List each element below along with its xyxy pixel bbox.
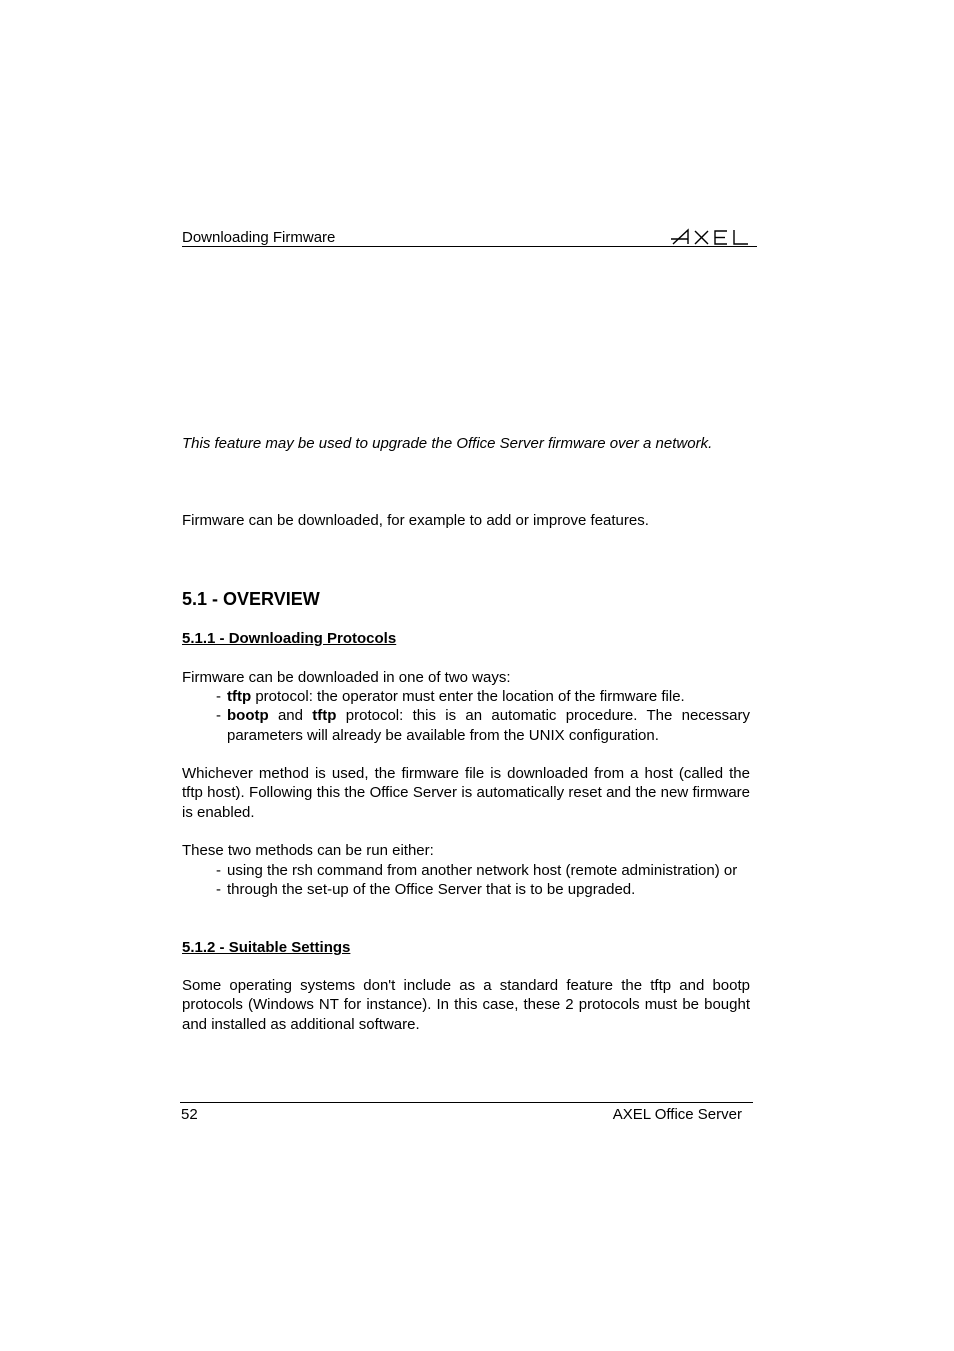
methods-lead: These two methods can be run either: <box>182 842 434 859</box>
list-item: - through the set-up of the Office Server that is to be upgraded. <box>216 881 636 899</box>
section-heading-5-1-2: 5.1.2 - Suitable Settings <box>182 939 351 956</box>
section-heading-5-1: 5.1 - OVERVIEW <box>182 589 320 609</box>
settings-paragraph: Some operating systems don't include as a standard feature the tftp and bootp protocols (Windows NT for instance). In this case, these 2 protocols must be bought and installed as additional software. <box>182 977 750 1033</box>
protocols-list <box>216 687 750 745</box>
intro-text: This feature may be used to upgrade the Office Server firmware over a network. <box>182 435 713 452</box>
page-footer <box>180 1102 753 1127</box>
list-item: - tftp protocol: the operator must enter the location of the firmware file. <box>216 688 685 705</box>
method-paragraph: Whichever method is used, the firmware file is downloaded from a host (called the tftp host). Following this the Office Server is automatically reset and the new firmware is enabled. <box>182 765 750 821</box>
list-item: - bootp and tftp protocol: this is an automatic procedure. The necessary parameters will already be available from the UNIX configuration. <box>216 707 750 744</box>
header-title: Downloading Firmware <box>182 229 336 246</box>
footer-product-name: AXEL Office Server <box>612 1106 742 1123</box>
list-item: - using the rsh command from another network host (remote administration) or <box>216 862 738 879</box>
page-number: 52 <box>181 1106 198 1123</box>
axel-logo <box>671 228 757 246</box>
section-heading-5-1-1: 5.1.1 - Downloading Protocols <box>182 630 397 647</box>
protocols-lead: Firmware can be downloaded in one of two ways: <box>182 669 511 686</box>
methods-list <box>216 861 750 900</box>
intro-paragraph: Firmware can be downloaded, for example to add or improve features. <box>182 512 649 529</box>
page-header <box>182 222 757 247</box>
